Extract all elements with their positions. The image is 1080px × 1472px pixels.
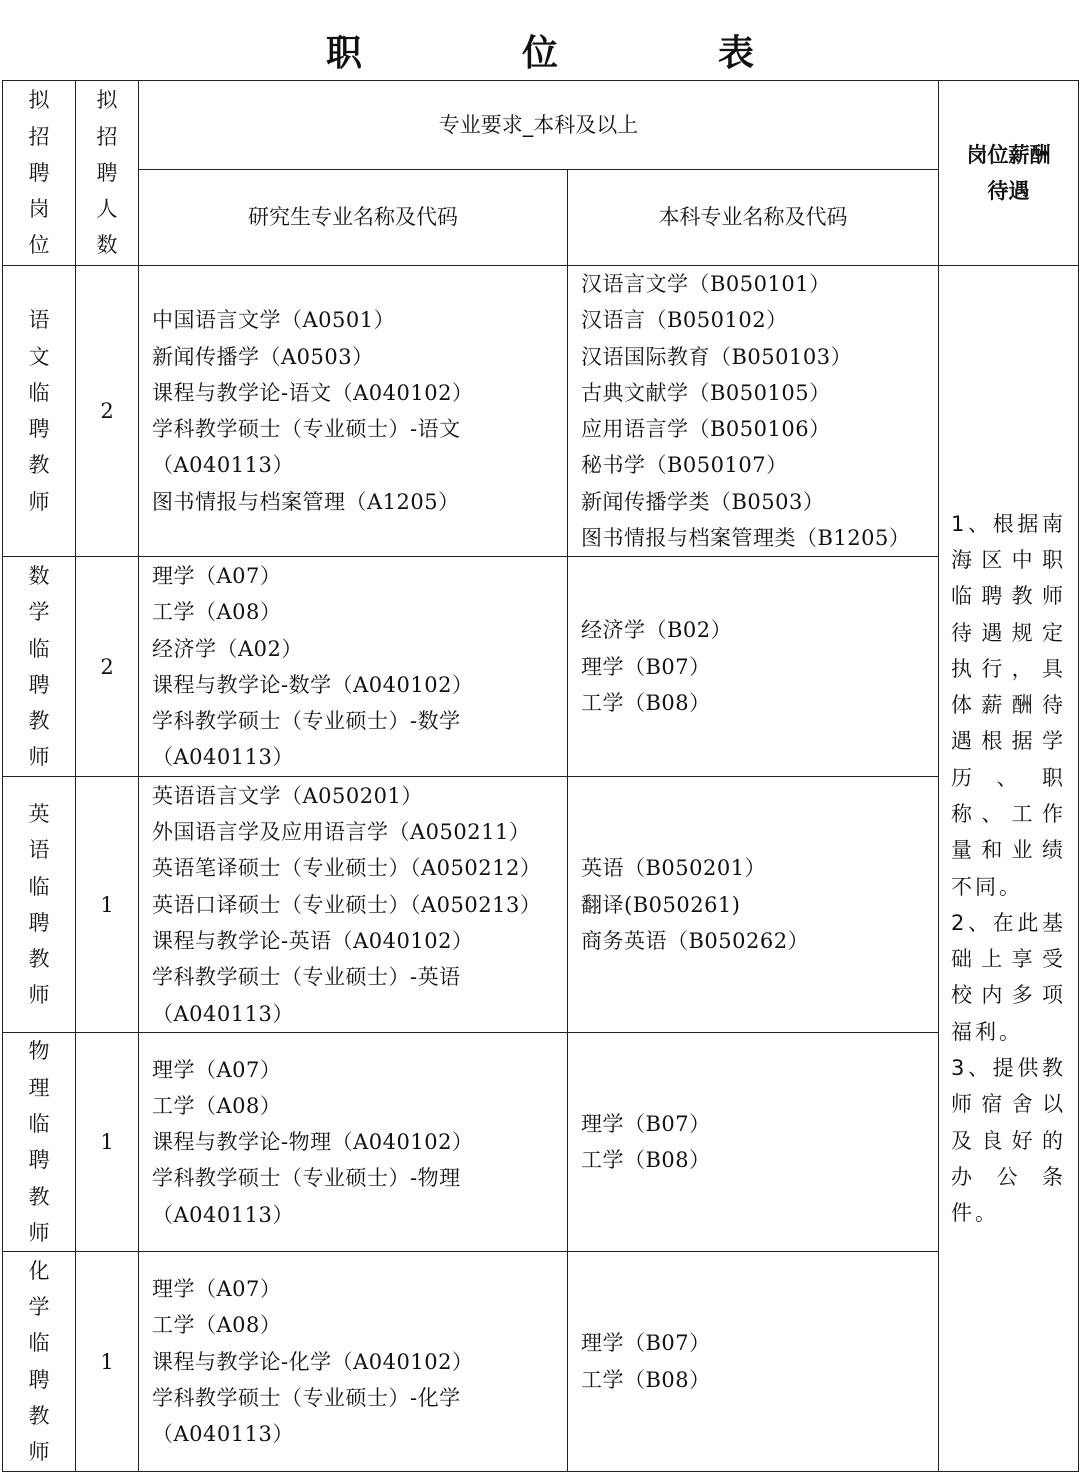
salary-item: 3、提供教师宿舍以及良好的办公条件。 — [951, 1056, 1066, 1226]
major-item: 学科教学硕士（专业硕士）-物理 — [152, 1166, 461, 1191]
position-name: 英 语 临 聘 教 师 — [3, 777, 76, 1033]
header-graduate-majors: 研究生专业名称及代码 — [139, 170, 568, 266]
headcount: 2 — [76, 266, 139, 557]
position-name: 物 理 临 聘 教 师 — [3, 1033, 76, 1252]
major-item: 英语（B050201） — [581, 856, 767, 881]
headcount: 1 — [76, 1033, 139, 1252]
table-row — [3, 1033, 1079, 1252]
major-item: 英语笔译硕士（专业硕士）（A050212） — [152, 856, 542, 881]
positions-table — [2, 80, 1079, 1472]
major-item: 汉语言文学（B050101） — [581, 272, 831, 296]
major-item: 学科教学硕士（专业硕士）-化学 — [152, 1385, 461, 1410]
major-item: （A040113） — [152, 1202, 294, 1227]
major-item: 汉语言（B050102） — [581, 308, 788, 333]
salary-benefits — [939, 266, 1079, 1472]
major-item: 英语口译硕士（专业硕士）（A050213） — [152, 892, 542, 917]
major-item: （A040113） — [152, 1422, 294, 1447]
major-item: 商务英语（B050262） — [581, 929, 810, 954]
major-item: 英语语言文学（A050201） — [152, 783, 423, 808]
major-item: 理学（A07） — [152, 563, 282, 588]
graduate-majors — [139, 266, 568, 557]
major-item: 课程与教学论-语文（A040102） — [152, 380, 474, 405]
major-item: 古典文献学（B050105） — [581, 380, 831, 405]
major-item: 外国语言学及应用语言学（A050211） — [152, 820, 531, 845]
salary-item: 1、根据南海区中职临聘教师待遇规定执行，具体薪酬待遇根据学历、职称、工作量和业绩不同。 — [951, 511, 1066, 899]
graduate-majors — [139, 1033, 568, 1252]
major-item: 工学（B08） — [581, 1148, 711, 1173]
major-item: 工学（A08） — [152, 1093, 282, 1118]
table-row — [3, 266, 1079, 557]
table-row — [3, 557, 1079, 777]
headcount: 1 — [76, 1252, 139, 1472]
major-item: 经济学（B02） — [581, 618, 733, 643]
major-item: 理学（B07） — [581, 1331, 711, 1356]
position-name: 语 文 临 聘 教 师 — [3, 266, 76, 557]
major-item: 学科教学硕士（专业硕士）-英语 — [152, 965, 461, 990]
table-row — [3, 777, 1079, 1033]
position-name: 化 学 临 聘 教 师 — [3, 1252, 76, 1472]
major-item: 汉语国际教育（B050103） — [581, 344, 853, 369]
major-item: 理学（A07） — [152, 1057, 282, 1082]
undergraduate-majors — [568, 777, 939, 1033]
header-undergraduate-majors: 本科专业名称及代码 — [568, 170, 939, 266]
major-item: （A040113） — [152, 453, 294, 478]
major-item: 新闻传播学类（B0503） — [581, 489, 825, 514]
major-item: 应用语言学（B050106） — [581, 417, 831, 442]
header-major-requirements: 专业要求_本科及以上 — [139, 81, 939, 170]
major-item: （A040113） — [152, 1001, 294, 1026]
major-item: 课程与教学论-数学（A040102） — [152, 672, 474, 697]
header-count: 拟 招 聘 人 数 — [76, 81, 139, 266]
undergraduate-majors — [568, 557, 939, 777]
major-item: 秘书学（B050107） — [581, 453, 788, 478]
major-item: 图书情报与档案管理（A1205） — [152, 489, 460, 514]
graduate-majors — [139, 777, 568, 1033]
major-item: 学科教学硕士（专业硕士）-语文 — [152, 417, 461, 442]
major-item: 课程与教学论-化学（A040102） — [152, 1349, 474, 1374]
table-row — [3, 1252, 1079, 1472]
major-item: 学科教学硕士（专业硕士）-数学 — [152, 709, 461, 734]
major-item: 理学（A07） — [152, 1276, 282, 1301]
major-item: 工学（A08） — [152, 600, 282, 625]
major-item: 工学（B08） — [581, 1367, 711, 1392]
headcount: 1 — [76, 777, 139, 1033]
graduate-majors — [139, 557, 568, 777]
undergraduate-majors — [568, 1033, 939, 1252]
major-item: 中国语言文学（A0501） — [152, 308, 396, 333]
graduate-majors — [139, 1252, 568, 1472]
major-item: 理学（B07） — [581, 654, 711, 679]
headcount: 2 — [76, 557, 139, 777]
undergraduate-majors — [568, 266, 939, 557]
major-item: 课程与教学论-物理（A040102） — [152, 1130, 474, 1155]
header-position: 拟 招 聘 岗 位 — [3, 81, 76, 266]
major-item: 工学（B08） — [581, 691, 711, 716]
position-name: 数 学 临 聘 教 师 — [3, 557, 76, 777]
major-item: 翻译(B050261) — [581, 892, 741, 917]
major-item: 图书情报与档案管理类（B1205） — [581, 526, 911, 551]
page-title: 职 位 表 — [325, 33, 816, 74]
salary-item: 2、在此基础上享受校内多项福利。 — [951, 910, 1066, 1044]
major-item: 课程与教学论-英语（A040102） — [152, 929, 474, 954]
undergraduate-majors — [568, 1252, 939, 1472]
major-item: 理学（B07） — [581, 1111, 711, 1136]
major-item: （A040113） — [152, 745, 294, 770]
header-salary: 岗位薪酬 待遇 — [939, 81, 1079, 266]
major-item: 工学（A08） — [152, 1313, 282, 1338]
major-item: 新闻传播学（A0503） — [152, 344, 374, 369]
major-item: 经济学（A02） — [152, 636, 303, 661]
